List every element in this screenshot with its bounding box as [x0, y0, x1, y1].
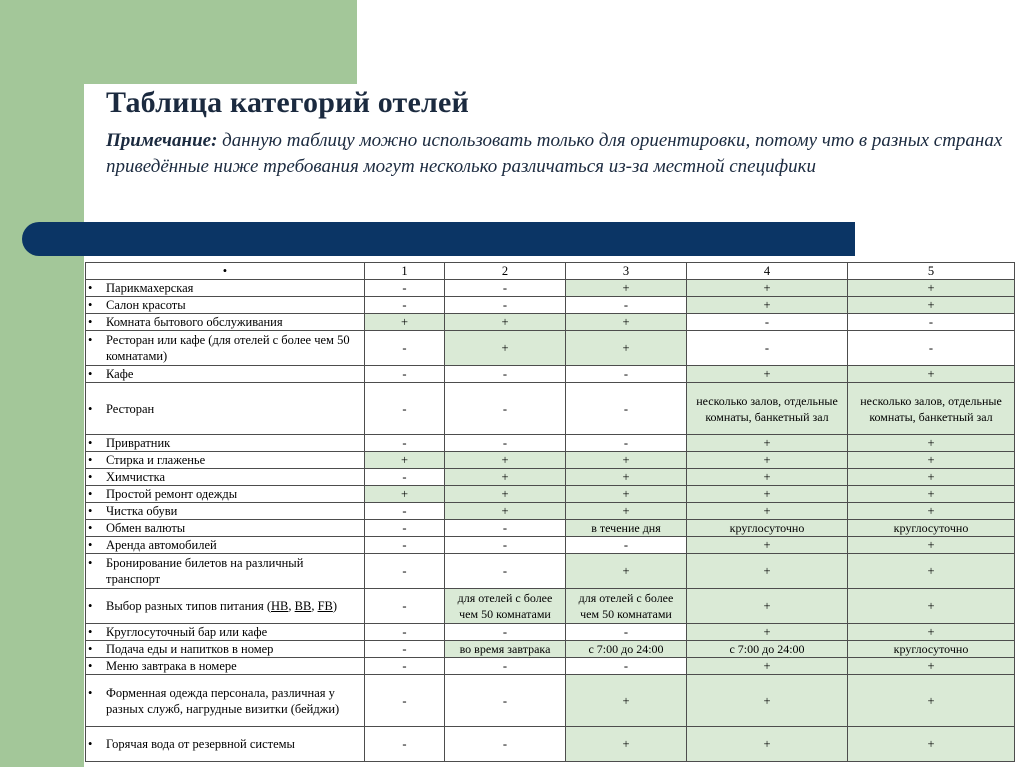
category-5-cell: + [848, 589, 1015, 624]
header-cell: 4 [687, 263, 848, 280]
category-4-cell: + [687, 554, 848, 589]
category-5-cell: + [848, 469, 1015, 486]
category-4-cell: + [687, 589, 848, 624]
row-label-text: Химчистка [106, 470, 166, 484]
category-4-cell: + [687, 280, 848, 297]
row-label [86, 624, 365, 641]
category-2-cell: + [445, 331, 566, 366]
bullet: • [88, 298, 93, 312]
bullet: • [88, 470, 93, 484]
category-3-cell: в течение дня [566, 520, 687, 537]
category-3-cell: + [566, 554, 687, 589]
row-label-text: Ресторан или кафе (для отелей с более чем 50 комнатами) [106, 333, 350, 363]
meal-plan-abbr: HB [271, 599, 289, 613]
bullet: • [88, 556, 93, 570]
category-2-cell: - [445, 435, 566, 452]
bullet: • [88, 487, 93, 501]
category-1-cell: - [365, 658, 445, 675]
category-1-cell: + [365, 486, 445, 503]
row-label [86, 641, 365, 658]
category-3-cell: с 7:00 до 24:00 [566, 641, 687, 658]
hotel-category-table [85, 262, 1015, 762]
row-label [86, 589, 365, 624]
category-3-cell: - [566, 658, 687, 675]
label-part: ) [332, 599, 338, 613]
row-label-text: Чистка обуви [106, 504, 178, 518]
category-4-cell: + [687, 297, 848, 314]
row-label-text: Простой ремонт одежды [106, 487, 238, 501]
note [106, 128, 1011, 180]
category-1-cell: - [365, 280, 445, 297]
table-row [86, 331, 1015, 366]
row-label [86, 331, 365, 366]
row-label [86, 469, 365, 486]
category-5-cell: - [848, 314, 1015, 331]
category-5-cell: + [848, 297, 1015, 314]
category-5-cell: круглосуточно [848, 520, 1015, 537]
row-label [86, 727, 365, 762]
category-5-cell: + [848, 366, 1015, 383]
bullet: • [88, 367, 93, 381]
category-5-cell: + [848, 452, 1015, 469]
category-5-cell: + [848, 727, 1015, 762]
category-4-cell: - [687, 331, 848, 366]
row-label [86, 520, 365, 537]
category-3-cell: + [566, 469, 687, 486]
category-1-cell: + [365, 314, 445, 331]
bullet: • [88, 436, 93, 450]
category-3-cell: - [566, 297, 687, 314]
category-4-cell: + [687, 469, 848, 486]
category-4-cell: + [687, 675, 848, 727]
row-label-text: Комната бытового обслуживания [106, 315, 283, 329]
category-2-cell: + [445, 486, 566, 503]
category-1-cell: + [365, 452, 445, 469]
row-label-text: Ресторан [106, 401, 155, 416]
category-4-cell: + [687, 366, 848, 383]
bullet: • [88, 315, 93, 329]
row-label [86, 297, 365, 314]
bullet: • [88, 538, 93, 552]
category-5-cell: + [848, 675, 1015, 727]
table-row [86, 727, 1015, 762]
row-label [86, 658, 365, 675]
row-label-text: Форменная одежда персонала, различная у разных служб, нагрудные визитки (бейджи) [106, 685, 340, 716]
category-1-cell: - [365, 469, 445, 486]
category-4-cell: + [687, 658, 848, 675]
category-4-cell: + [687, 435, 848, 452]
category-2-cell: - [445, 727, 566, 762]
category-1-cell: - [365, 641, 445, 658]
meal-plan-abbr: BB [294, 599, 312, 613]
table-row [86, 469, 1015, 486]
category-2-cell: - [445, 383, 566, 435]
table-row [86, 297, 1015, 314]
bullet: • [88, 281, 93, 295]
category-4-cell: + [687, 537, 848, 554]
note-text: данную таблицу можно использовать только для ориентировки, потому что в разных странах приведённые ниже требования могут несколько различаться из-за местной специфики [106, 130, 1003, 177]
category-5-cell: + [848, 435, 1015, 452]
table-row [86, 280, 1015, 297]
header-cell: 5 [848, 263, 1015, 280]
category-2-cell: во время завтрака [445, 641, 566, 658]
category-5-cell: несколько залов, отдельные комнаты, банкетный зал [848, 383, 1015, 435]
category-1-cell: - [365, 554, 445, 589]
category-4-cell: + [687, 624, 848, 641]
category-2-cell: + [445, 503, 566, 520]
header-cell: 3 [566, 263, 687, 280]
category-1-cell: - [365, 589, 445, 624]
category-5-cell: + [848, 624, 1015, 641]
category-5-cell: + [848, 537, 1015, 554]
category-4-cell: несколько залов, отдельные комнаты, банкетный зал [687, 383, 848, 435]
row-label [86, 383, 365, 435]
category-3-cell: для отелей с более чем 50 комнатами [566, 589, 687, 624]
category-1-cell: - [365, 503, 445, 520]
category-5-cell: + [848, 503, 1015, 520]
row-label [86, 675, 365, 727]
table-row [86, 383, 1015, 435]
row-label-text: Подача еды и напитков в номер [106, 642, 274, 656]
table-row [86, 554, 1015, 589]
category-2-cell: + [445, 469, 566, 486]
table-row [86, 435, 1015, 452]
row-label-text: Бронирование билетов на различный транспорт [106, 556, 304, 586]
meal-plan-abbr: FB [317, 599, 333, 613]
table-row [86, 624, 1015, 641]
category-2-cell: - [445, 297, 566, 314]
category-3-cell: + [566, 314, 687, 331]
category-3-cell: + [566, 331, 687, 366]
table-row [86, 675, 1015, 727]
category-3-cell: - [566, 624, 687, 641]
bullet: • [88, 659, 93, 673]
category-1-cell: - [365, 537, 445, 554]
row-label [86, 554, 365, 589]
category-4-cell: - [687, 314, 848, 331]
bullet: • [88, 453, 93, 467]
row-label-text: Аренда автомобилей [106, 538, 217, 552]
category-5-cell: + [848, 486, 1015, 503]
category-1-cell: - [365, 331, 445, 366]
category-4-cell: + [687, 452, 848, 469]
category-3-cell: - [566, 537, 687, 554]
category-5-cell: + [848, 280, 1015, 297]
label-part: , [288, 599, 295, 613]
category-1-cell: - [365, 624, 445, 641]
bullet: • [88, 521, 93, 535]
category-3-cell: + [566, 452, 687, 469]
table-row [86, 658, 1015, 675]
row-label-text: Круглосуточный бар или кафе [106, 625, 268, 639]
label-part: , [311, 599, 318, 613]
category-5-cell: - [848, 331, 1015, 366]
category-2-cell: - [445, 658, 566, 675]
category-2-cell: + [445, 314, 566, 331]
category-2-cell: - [445, 366, 566, 383]
category-1-cell: - [365, 297, 445, 314]
header-cell: • [86, 263, 365, 280]
category-4-cell: + [687, 727, 848, 762]
bullet: • [88, 737, 93, 751]
row-label [86, 366, 365, 383]
header-cell: 1 [365, 263, 445, 280]
bullet: • [88, 504, 93, 518]
table-row [86, 452, 1015, 469]
hotel-category-table-wrap [85, 262, 1014, 762]
category-3-cell: + [566, 503, 687, 520]
header-cell: 2 [445, 263, 566, 280]
category-1-cell: - [365, 435, 445, 452]
table-row [86, 314, 1015, 331]
row-label [86, 537, 365, 554]
page-title: Таблица категорий отелей [106, 86, 470, 119]
category-2-cell: - [445, 554, 566, 589]
table-row [86, 589, 1015, 624]
row-label-text: Парикмахерская [106, 281, 194, 295]
category-4-cell: с 7:00 до 24:00 [687, 641, 848, 658]
category-4-cell: + [687, 486, 848, 503]
category-2-cell: - [445, 520, 566, 537]
bullet: • [88, 642, 93, 656]
category-3-cell: - [566, 435, 687, 452]
category-2-cell: - [445, 675, 566, 727]
category-3-cell: + [566, 486, 687, 503]
category-2-cell: - [445, 280, 566, 297]
row-label-text: Салон красоты [106, 298, 186, 312]
table-row [86, 537, 1015, 554]
row-label-text: Кафе [106, 367, 134, 381]
row-label-text [106, 598, 356, 614]
row-label [86, 503, 365, 520]
category-2-cell: для отелей с более чем 50 комнатами [445, 589, 566, 624]
row-label-text: Меню завтрака в номере [106, 659, 237, 673]
label-part: Выбор разных типов питания ( [106, 599, 271, 613]
row-label [86, 486, 365, 503]
row-label [86, 314, 365, 331]
category-5-cell: + [848, 658, 1015, 675]
bullet: • [88, 685, 93, 700]
category-1-cell: - [365, 520, 445, 537]
row-label [86, 435, 365, 452]
category-1-cell: - [365, 383, 445, 435]
decor-green-strip [0, 0, 84, 767]
row-label-text: Обмен валюты [106, 521, 186, 535]
bullet: • [88, 401, 93, 416]
navy-divider-bar [22, 222, 855, 256]
bullet: • [88, 599, 93, 613]
table-row [86, 486, 1015, 503]
category-1-cell: - [365, 675, 445, 727]
category-3-cell: + [566, 280, 687, 297]
category-4-cell: + [687, 503, 848, 520]
table-row [86, 641, 1015, 658]
category-5-cell: + [848, 554, 1015, 589]
category-1-cell: - [365, 727, 445, 762]
row-label [86, 452, 365, 469]
category-2-cell: - [445, 624, 566, 641]
category-3-cell: + [566, 675, 687, 727]
category-5-cell: круглосуточно [848, 641, 1015, 658]
category-4-cell: круглосуточно [687, 520, 848, 537]
bullet: • [88, 333, 93, 347]
table-header-row [86, 263, 1015, 280]
category-3-cell: - [566, 383, 687, 435]
category-3-cell: - [566, 366, 687, 383]
note-label: Примечание: [106, 130, 218, 151]
bullet: • [88, 625, 93, 639]
category-1-cell: - [365, 366, 445, 383]
table-row [86, 366, 1015, 383]
table-body [86, 280, 1015, 762]
category-3-cell: + [566, 727, 687, 762]
row-label-text: Привратник [106, 436, 171, 450]
row-label-text: Горячая вода от резервной системы [106, 737, 295, 751]
category-2-cell: + [445, 452, 566, 469]
category-2-cell: - [445, 537, 566, 554]
table-row [86, 503, 1015, 520]
table-row [86, 520, 1015, 537]
row-label-text: Стирка и глаженье [106, 453, 206, 467]
row-label [86, 280, 365, 297]
